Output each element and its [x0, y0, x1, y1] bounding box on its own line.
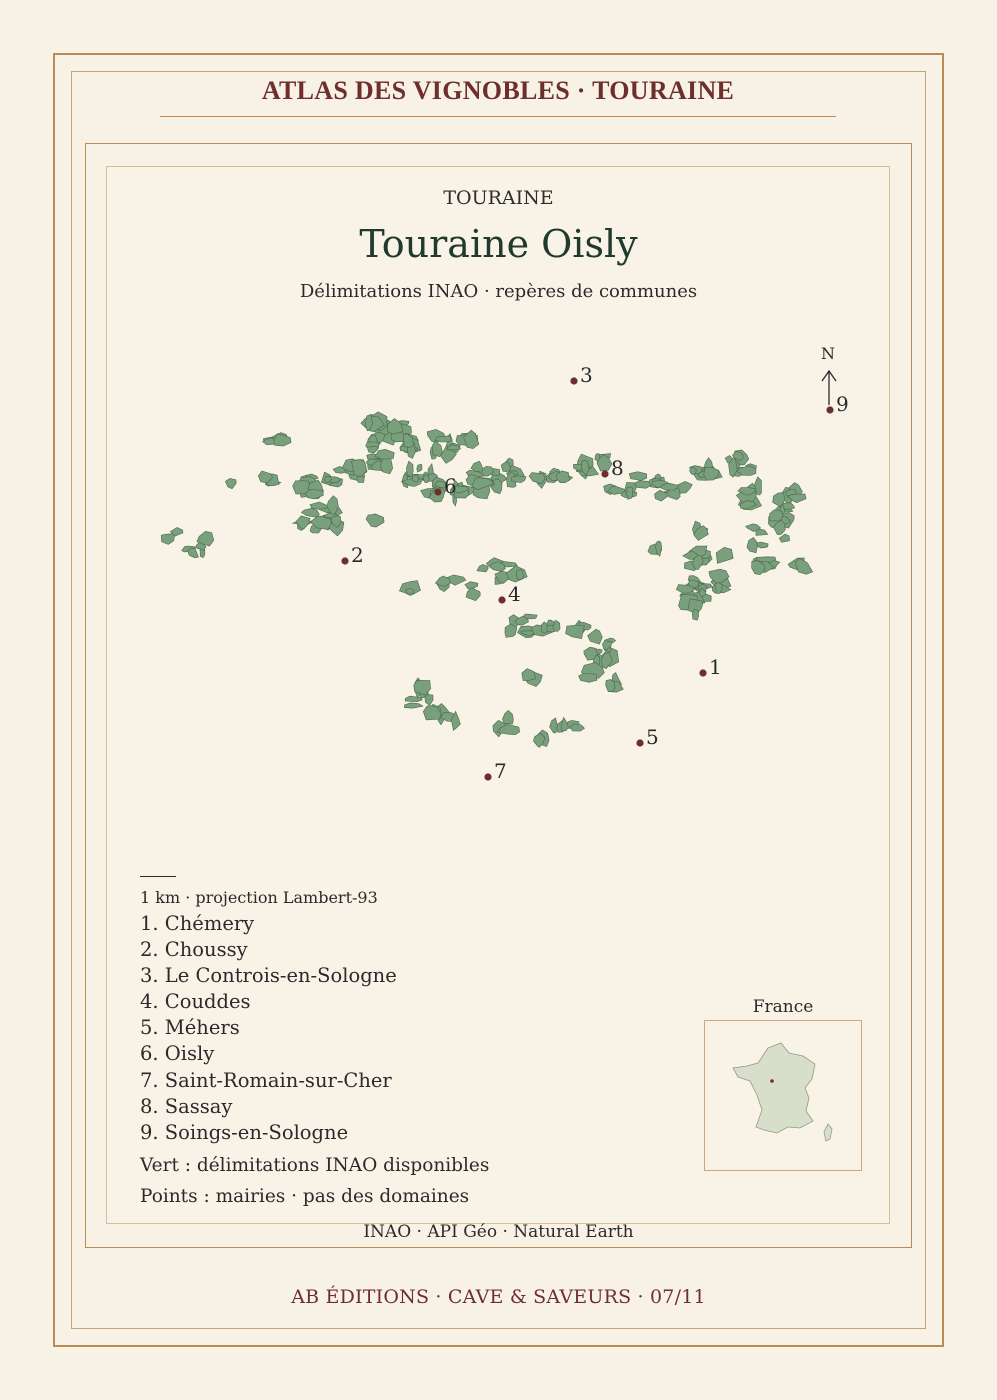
mairie-dot: [341, 557, 348, 564]
legend-item: 1. Chémery: [140, 912, 255, 935]
legend-item: 9. Soings-en-Sologne: [140, 1120, 349, 1144]
vineyard-parcel: [417, 464, 422, 472]
vineyard-parcel: [561, 717, 568, 731]
vineyard-parcel: [301, 508, 319, 517]
mairie-dot: [699, 669, 706, 676]
vineyard-parcel: [477, 564, 488, 572]
vineyard-parcel: [466, 588, 480, 601]
vineyard-parcel: [588, 629, 603, 644]
vineyard-parcel: [529, 473, 545, 484]
legend-item: 8. Sassay: [140, 1094, 233, 1118]
vineyard-parcel: [579, 674, 597, 683]
mairie-dot: [434, 488, 441, 495]
legend-item: 2. Choussy: [140, 938, 248, 962]
marker-label: 2: [351, 543, 364, 567]
vineyard-parcel: [188, 548, 199, 558]
north-arrow: [821, 344, 836, 405]
scale-bar: [140, 876, 176, 877]
map-title: Touraine Oisly: [359, 222, 638, 266]
vineyard-parcel: [570, 724, 584, 731]
legend-item: 4. Couddes: [140, 990, 251, 1014]
vineyard-parcel: [405, 696, 422, 702]
vineyard-parcel: [629, 472, 646, 481]
map-subtitle: Délimitations INAO · repères de communes: [299, 281, 698, 302]
legend-item: 7. Saint-Romain-sur-Cher: [140, 1068, 392, 1092]
vineyard-parcel: [795, 558, 813, 574]
vineyard-parcel: [566, 625, 585, 639]
legend-points-note: Points : mairies · pas des domaines: [140, 1186, 470, 1207]
legend-item: 3. Le Controis-en-Sologne: [140, 964, 397, 988]
vineyard-parcel: [375, 449, 394, 459]
vineyard-parcel: [412, 475, 418, 482]
vineyard-parcel: [225, 478, 236, 488]
legend-item: 5. Méhers: [140, 1016, 240, 1040]
commune-marker: [636, 725, 658, 749]
commune-marker: [341, 543, 363, 567]
region-label: TOURAINE: [443, 187, 554, 209]
mairie-dot: [570, 377, 577, 384]
vineyard-parcel: [406, 461, 413, 476]
commune-marker: [484, 759, 506, 783]
vineyard-parcel: [404, 703, 423, 708]
mairie-dot: [826, 406, 833, 413]
commune-marker: [498, 582, 520, 606]
vineyard-parcel: [757, 542, 768, 548]
footer: AB ÉDITIONS · CAVE & SAVEURS · 07/11: [291, 1286, 706, 1308]
north-label: N: [821, 344, 835, 363]
vineyard-parcels: [161, 412, 812, 748]
vineyard-parcel: [501, 462, 510, 472]
mairie-dot: [601, 470, 608, 477]
vineyard-parcel: [692, 609, 698, 620]
vineyard-parcel: [161, 534, 175, 545]
scale-label: 1 km · projection Lambert-93: [140, 888, 378, 907]
commune-marker: [699, 655, 721, 679]
legend-item: 6. Oisly: [140, 1042, 215, 1066]
vineyard-parcel: [366, 514, 384, 527]
commune-marker: [826, 392, 848, 416]
marker-label: 8: [611, 456, 624, 480]
mairie-dot: [498, 596, 505, 603]
marker-label: 3: [580, 363, 593, 387]
vineyard-parcel: [424, 475, 430, 483]
marker-label: 1: [709, 655, 722, 679]
vineyard-parcel: [425, 695, 433, 706]
marker-label: 6: [444, 474, 457, 498]
vineyard-parcel: [432, 441, 442, 457]
legend-green-note: Vert : délimitations INAO disponibles: [140, 1155, 490, 1176]
inset-box: [704, 1020, 862, 1171]
mairie-dot: [636, 739, 643, 746]
mairie-dot: [484, 773, 491, 780]
sources-credit: INAO · API Géo · Natural Earth: [363, 1222, 634, 1242]
marker-label: 4: [508, 582, 521, 606]
atlas-title: ATLAS DES VIGNOBLES · TOURAINE: [160, 74, 836, 117]
vineyard-parcel: [747, 538, 757, 553]
commune-markers: [341, 363, 848, 783]
marker-label: 9: [836, 392, 849, 416]
vineyard-parcel: [769, 510, 783, 521]
marker-label: 5: [646, 725, 659, 749]
vineyard-parcel: [716, 547, 733, 563]
commune-legend: [140, 911, 397, 1146]
vineyard-parcel: [783, 503, 795, 510]
vineyard-parcel: [502, 710, 513, 724]
vineyard-parcel: [435, 436, 451, 442]
vineyard-parcel: [512, 476, 526, 483]
inset-label: France: [752, 997, 814, 1017]
vineyard-parcel: [471, 461, 484, 472]
vineyard-parcel: [306, 489, 324, 499]
vineyard-parcel: [464, 430, 479, 448]
vineyard-parcel: [368, 446, 378, 453]
vineyard-parcel: [756, 529, 768, 535]
marker-label: 7: [494, 759, 507, 783]
vineyard-parcel: [779, 534, 789, 542]
commune-marker: [570, 363, 592, 387]
vineyard-parcel: [522, 669, 536, 681]
